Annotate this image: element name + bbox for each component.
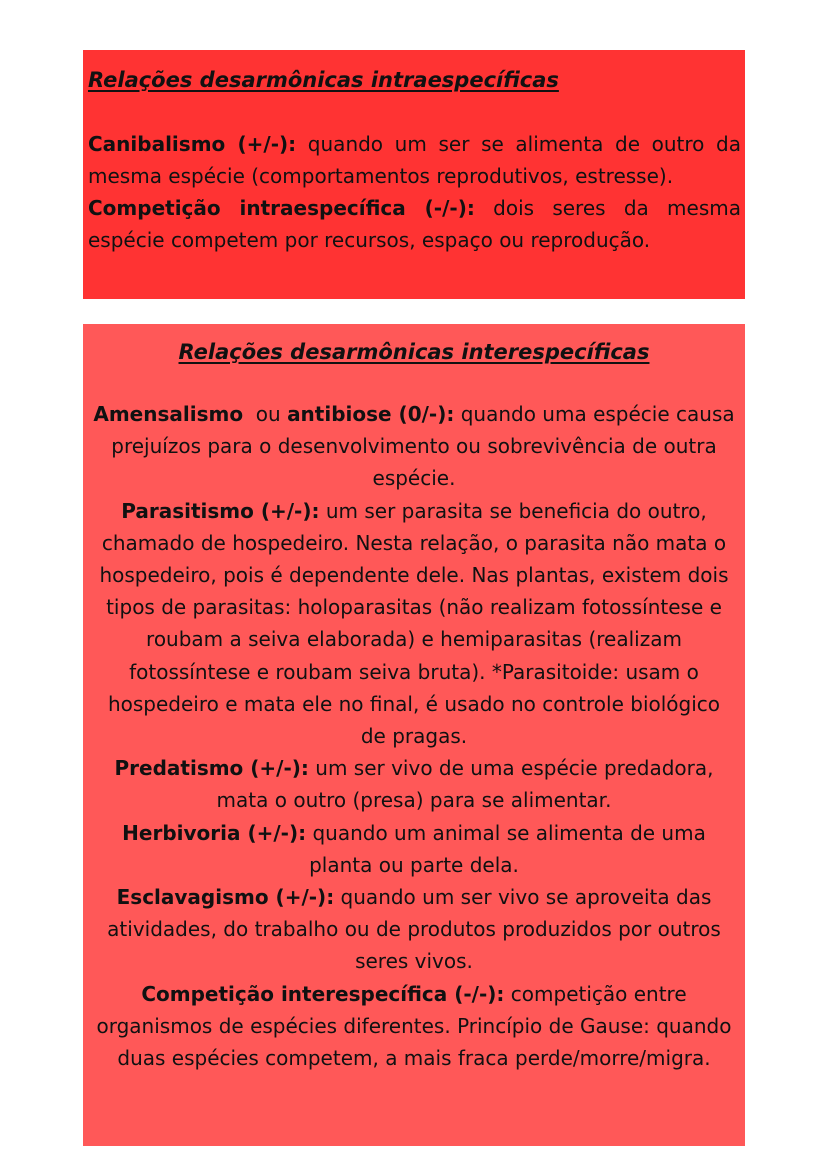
interspecific-title: Relações desarmônicas interespecíficas [178, 340, 650, 364]
relation-term: Competição intraespecífica (-/-): [88, 196, 475, 220]
relation-item-predatismo [93, 752, 735, 816]
relation-term: Parasitismo (+/-): [121, 498, 320, 523]
relation-item-canibalismo [88, 128, 741, 192]
relation-term: Herbivoria (+/-): [122, 820, 307, 845]
relation-term: Competição interespecífica (-/-): [141, 981, 505, 1006]
relation-description: um ser vivo de uma espécie predadora, mata o outro (presa) para se alimentar. [216, 756, 714, 813]
relation-description: quando um ser vivo se aproveita das atividades, do trabalho ou de produtos produzidos por outros seres vivos. [107, 885, 721, 974]
intraspecific-relations-box [83, 50, 745, 299]
interspecific-relations-box [83, 324, 745, 1146]
relation-term-secondary: antibiose (0/-): [287, 402, 455, 426]
relation-term: Amensalismo [93, 402, 244, 426]
relation-connector: ou [243, 402, 288, 426]
relation-term: Canibalismo (+/-): [88, 132, 297, 156]
relation-description: quando uma espécie causa prejuízos para o desenvolvimento ou sobrevivência de outra espécie. [111, 402, 735, 491]
interspecific-list [93, 398, 735, 1074]
relation-term: Predatismo (+/-): [114, 756, 309, 781]
relation-item-amensalismo [93, 398, 735, 495]
relation-description: dois seres da mesma espécie competem por recursos, espaço ou reprodução. [88, 196, 742, 252]
intraspecific-title: Relações desarmônicas intraespecíficas [88, 68, 559, 92]
relation-description: um ser parasita se beneficia do outro, chamado de hospedeiro. Nesta relação, o parasita não mata o hospedeiro, pois é dependente dele. Nas plantas, existem dois tipos de parasitas: holoparasitas (não realizam fotossíntese e roubam a seiva elaborada) e hemiparasitas (realizam fotossíntese e roubam seiva bruta). *Parasitoide: usam o hospedeiro e mata ele no final, é usado no controle biológico de pragas. [99, 498, 729, 749]
relation-term: Esclavagismo (+/-): [116, 885, 335, 910]
relation-item-parasitismo [93, 495, 735, 753]
relation-item-esclavagismo [93, 881, 735, 978]
intraspecific-list [88, 128, 741, 256]
relation-item-competicao-intraespecifica [88, 192, 741, 256]
relation-item-herbivoria [93, 817, 735, 881]
relation-description: quando um animal se alimenta de uma planta ou parte dela. [306, 820, 706, 877]
relation-description: quando um ser se alimenta de outro da mesma espécie (comportamentos reprodutivos, estresse). [88, 132, 741, 188]
relation-item-competicao-interespecifica [93, 978, 735, 1075]
relation-description: competição entre organismos de espécies diferentes. Princípio de Gause: quando duas espécies competem, a mais fraca perde/morre/migra. [96, 981, 732, 1071]
